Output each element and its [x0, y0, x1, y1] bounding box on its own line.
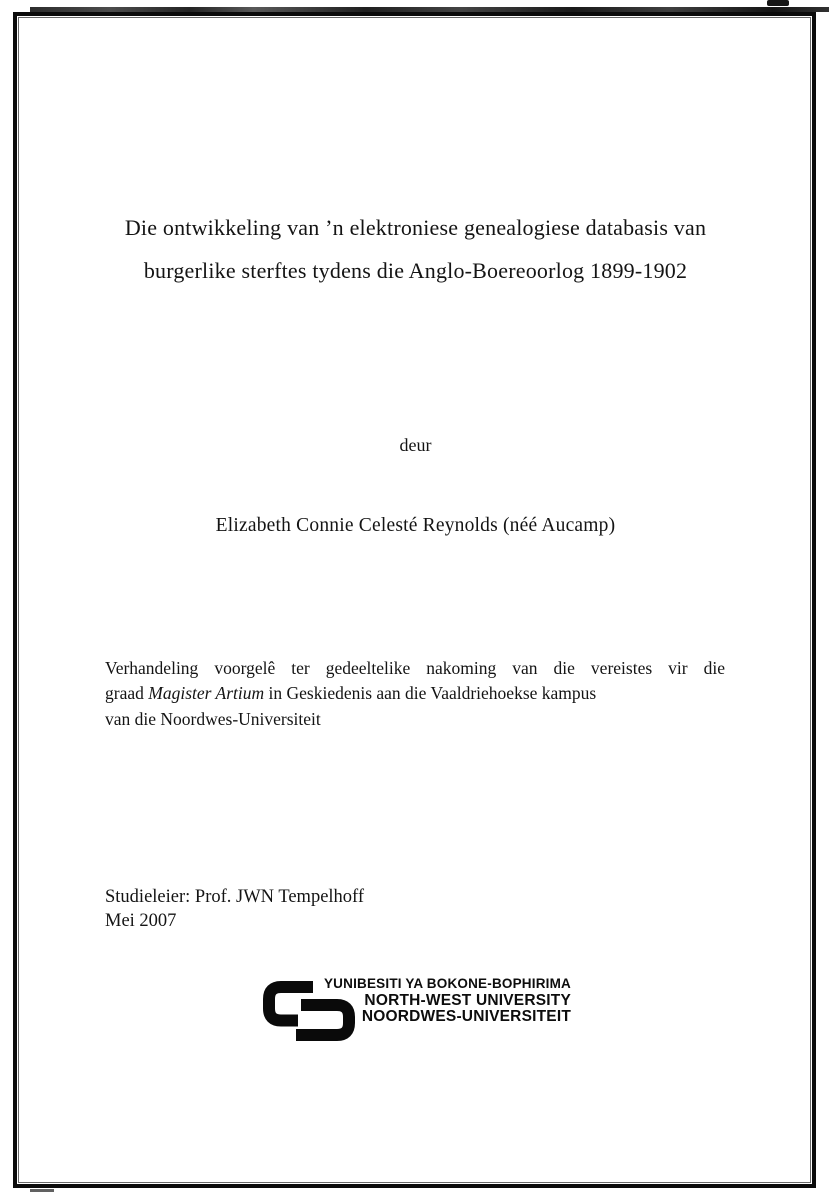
date-line: Mei 2007: [105, 910, 177, 931]
statement-degree-suffix: in Geskiedenis aan die Vaaldriehoekse kampus: [264, 683, 597, 704]
statement-degree-prefix: graad: [105, 683, 149, 704]
degree-name-italic: Magister Artium: [148, 683, 265, 704]
scan-edge-artifact-bottom: [30, 1189, 54, 1192]
thesis-statement-line2: [105, 681, 725, 706]
supervisor-line: Studieleier: Prof. JWN Tempelhoff: [105, 887, 365, 907]
thesis-title-line2: burgerlike sterftes tydens die Anglo-Boereoorlog 1899-1902: [143, 258, 688, 283]
author-name: Elizabeth Connie Celesté Reynolds (néé Aucamp): [215, 515, 616, 536]
logo-wordmark-afrikaans: NOORDWES-UNIVERSITEIT: [361, 1008, 571, 1025]
logo-wordmark-english: NORTH-WEST UNIVERSITY: [364, 991, 571, 1009]
thesis-statement: [105, 656, 725, 732]
thesis-statement-line1: Verhandeling voorgelê ter gedeeltelike nakoming van die vereistes vir die: [105, 658, 725, 678]
supervisor-block: [105, 886, 364, 933]
logo-wordmark: [315, 976, 571, 1026]
thesis-title-line1: Die ontwikkeling van ’n elektroniese genealogiese databasis van: [124, 215, 707, 240]
byline-deur: deur: [399, 435, 432, 455]
scan-edge-artifact-dot: [767, 0, 789, 6]
logo-wordmark-setswana: YUNIBESITI YA BOKONE-BOPHIRIMA: [323, 976, 571, 991]
thesis-statement-line3: van die Noordwes-Universiteit: [105, 708, 321, 729]
